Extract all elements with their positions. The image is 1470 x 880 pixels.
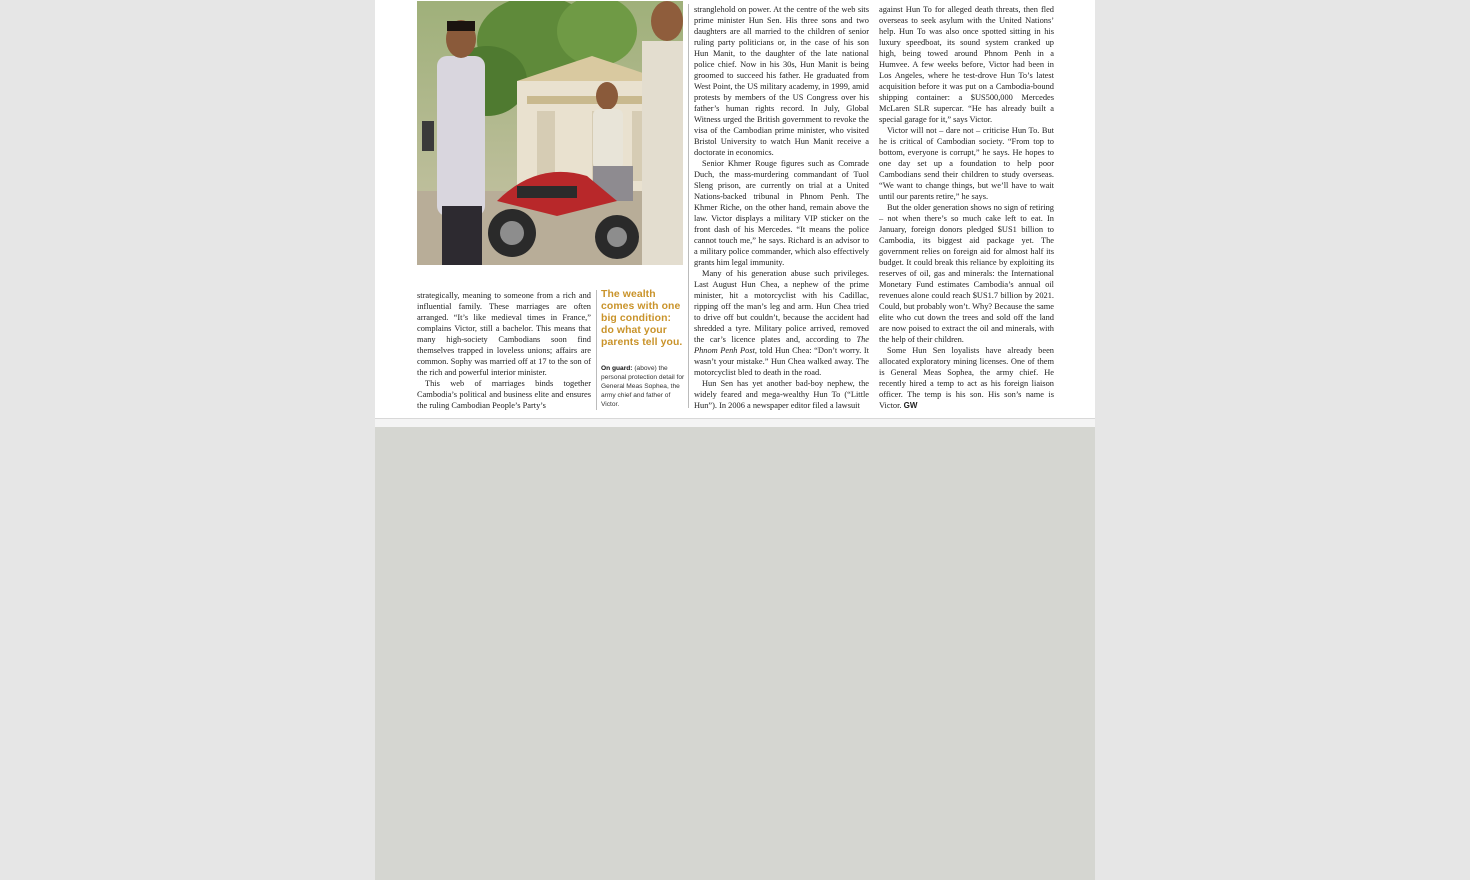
paragraph: But the older generation shows no sign of retiring – not when there’s so much cake left to eat. In January, foreign donors pledged $US1 billion to Cambodia, its biggest aid package yet. The government relies on foreign aid for almost half its budget. It could break this reliance by exploiting its reserves of oil, gas and minerals: the International Monetary Fund estimates Cambodia’s annual oil revenues alone could reach $US1.7 billion by 2021. Could, but probably won’t. Why? Because the same elite who cut down the trees and sold off the land are now poised to extract the oil and minerals, with the help of their children. [879, 203, 1054, 344]
column-divider [596, 290, 597, 410]
next-page-blank [375, 427, 1095, 880]
pull-quote: The wealth comes with one big condition: do what your parents tell you. [601, 289, 683, 348]
paragraph: against Hun To for alleged death threats, then fled overseas to seek asylum with the United Nations’ help. Hun To was also once spotted sitting in his luxury speedboat, its sound system cranked up high, being towed around Phnom Penh in a Humvee. A few weeks before, Victor had been in Los Angeles, where he test-drove Hun To’s latest acquisition before it was put on a Cambodia-bound shipping container: a $US500,000 Mercedes McLaren SLR supercar. “He has already built a special garage for it,” says Victor. [879, 5, 1054, 124]
page-separator [375, 418, 1095, 427]
end-mark: GW [903, 401, 918, 410]
paragraph [694, 268, 869, 378]
article-photo [417, 1, 683, 265]
caption-text: (above) the personal protection detail for General Meas Sophea, the army chief and father of Victor. [601, 365, 685, 408]
photo-illustration [417, 1, 683, 265]
column-divider [688, 4, 689, 408]
paragraph: Hun Sen has yet another bad-boy nephew, the widely feared and mega-wealthy Hun To (“Little Hun”). In 2006 a newspaper editor filed a lawsuit [694, 379, 869, 410]
paragraph: strategically, meaning to someone from a rich and influential family. These marriages are often arranged. “It’s like medieval times in France,” complains Victor, still a bachelor. This means that many high-society Cambodians soon find themselves trapped in loveless unions; affairs are common. Sophy was married off at 17 to the son of the rich and powerful interior minister. [417, 291, 591, 377]
paragraph: stranglehold on power. At the centre of the web sits prime minister Hun Sen. His three sons and two daughters are all married to the children of senior ruling party politicians or, in the case of his son Hun Manit, to the daughter of the late national police chief. Now in his 30s, Hun Manit is being groomed to succeed his father. He graduated from West Point, the US military academy, in 1999, amid protests by members of the US Congress over his father’s human rights record. In July, Global Witness urged the British government to revoke the visa of the Cambodian prime minister, who visited Bristol University to watch Hun Manit receive a doctorate in economics. [694, 5, 869, 157]
article-column-2 [694, 4, 869, 411]
paragraph-text: , told Hun Chea: “Don’t worry. It wasn’t your mistake.” Hun Chea walked away. The motorcyclist bled to death in the road. [694, 346, 869, 377]
photo-caption [601, 364, 685, 409]
paragraph: Senior Khmer Rouge figures such as Comrade Duch, the mass-murdering commandant of Tuol Sleng prison, are currently on trial at a United Nations-backed tribunal in Phnom Penh. The Khmer Riche, on the other hand, remain above the law. Victor displays a military VIP sticker on the front dash of his Mercedes. “It means the police cannot touch me,” he says. Richard is an advisor to a military police commander, which also effectively grants him legal immunity. [694, 159, 869, 267]
paragraph [879, 345, 1054, 411]
caption-label: On guard: [601, 365, 633, 372]
paragraph-text: Many of his generation abuse such privileges. Last August Hun Chea, a nephew of the prime minister, hit a motorcyclist with his Cadillac, ripping off the man’s leg and arm. Hun Chea tried to drive off but couldn’t, because the accident had shredded a tyre. Military police arrived, removed the car’s licence plates and, according to [694, 269, 869, 344]
paragraph: This web of marriages binds together Cambodia’s political and business elite and ensures the ruling Cambodian People’s Party’s [417, 379, 591, 410]
article-column-3 [879, 4, 1054, 411]
magazine-page [375, 0, 1095, 418]
paragraph: Victor will not – dare not – criticise Hun To. But he is critical of Cambodian society. “From top to bottom, everyone is corrupt,” he says. He hopes to one day set up a foundation to help poor Cambodians send their children to study overseas. “We want to change things, but we’ll have to wait until our parents retire,” he says. [879, 126, 1054, 201]
article-column-1 [417, 290, 591, 411]
paragraph-text: Some Hun Sen loyalists have already been allocated exploratory mining licenses. One of them is General Meas Sophea, the army chief. He recently hired a temp to act as his foreign liaison officer. The temp is his son. His son’s name is Victor. [879, 346, 1054, 410]
publication-name: The Phnom Penh Post [694, 335, 869, 355]
